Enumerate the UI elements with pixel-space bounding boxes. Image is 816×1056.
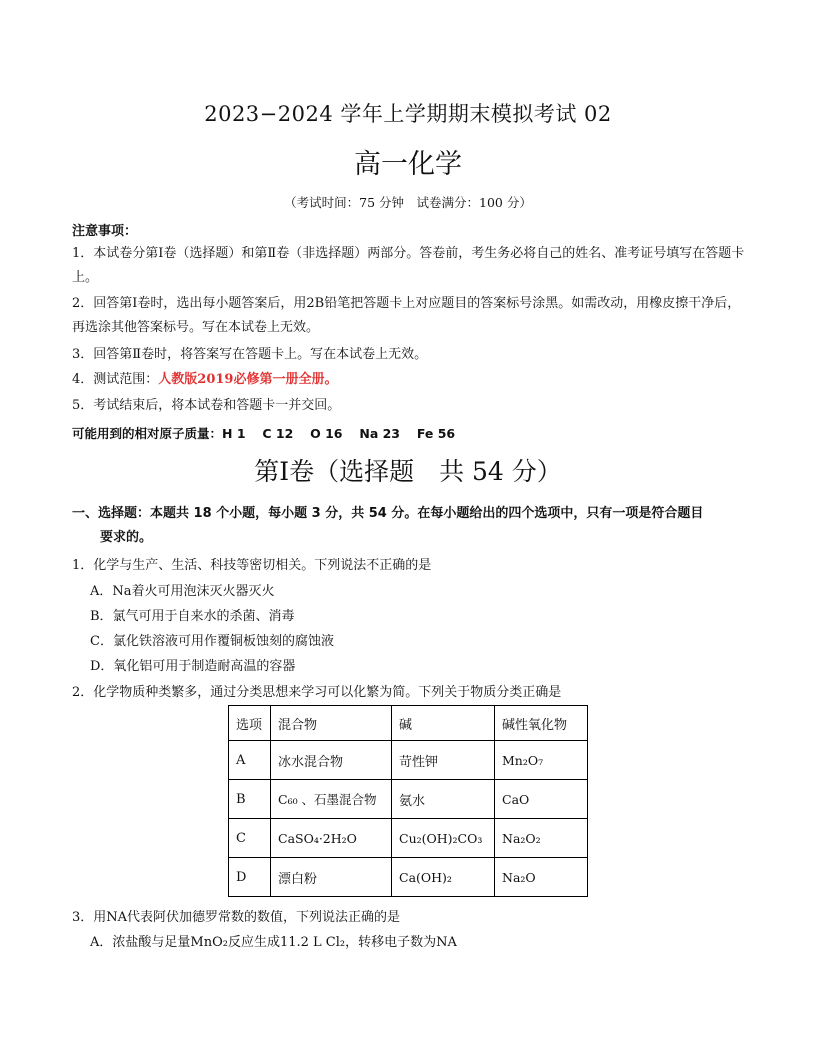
- table-cell: Na₂O₂: [495, 819, 588, 858]
- question-2-stem: 2．化学物质种类繁多，通过分类思想来学习可以化繁为简。下列关于物质分类正确是: [72, 685, 562, 700]
- question-1-option-c: C．氯化铁溶液可用作覆铜板蚀刻的腐蚀液: [90, 634, 334, 649]
- table-row: [229, 741, 588, 780]
- table-cell: 苛性钾: [392, 741, 495, 780]
- note-4: [72, 368, 748, 392]
- table-header-row: [229, 706, 588, 741]
- table-cell: CaSO₄·2H₂O: [271, 819, 392, 858]
- exam-info: （考试时间：75 分钟 试卷满分：100 分）: [284, 195, 532, 210]
- question-1-option-b: B．氯气可用于自来水的杀菌、消毒: [90, 609, 295, 624]
- note-2: 2．回答第Ⅰ卷时，选出每小题答案后，用2B铅笔把答题卡上对应题目的答案标号涂黑。如需改动，用橡皮擦干净后，再选涂其他答案标号。写在本试卷上无效。: [72, 296, 741, 335]
- subject-title: 高一化学: [354, 149, 462, 180]
- section-title: 第Ⅰ卷（选择题 共 54 分）: [254, 457, 562, 486]
- question-1-option-d: D．氧化铝可用于制造耐高温的容器: [90, 659, 296, 674]
- table-row: [229, 819, 588, 858]
- table-cell: Na₂O: [495, 858, 588, 897]
- question-1-option-a: A．Na着火可用泡沫灭火器灭火: [90, 584, 275, 599]
- exam-title: 2023−2024 学年上学期期末模拟考试 02: [204, 102, 612, 126]
- table-cell: Cu₂(OH)₂CO₃: [392, 819, 495, 858]
- test-scope-highlight: 人教版2019必修第一册全册: [158, 372, 325, 387]
- question-3-option-a: A．浓盐酸与足量MnO₂反应生成11.2 L Cl₂，转移电子数为NA: [90, 935, 457, 950]
- note-4-label: 4．测试范围：: [72, 372, 159, 387]
- table-cell: CaO: [495, 780, 588, 819]
- table-cell: A: [229, 741, 271, 780]
- note-3: 3．回答第Ⅱ卷时，将答案写在答题卡上。写在本试卷上无效。: [72, 347, 428, 362]
- table-row: [229, 858, 588, 897]
- table-cell: D: [229, 858, 271, 897]
- part-heading-line2: 要求的。: [100, 530, 153, 545]
- table-header-cell: 混合物: [271, 706, 392, 741]
- table-row: [229, 780, 588, 819]
- table-header-cell: 碱: [392, 706, 495, 741]
- notes-heading: 注意事项：: [72, 224, 138, 239]
- table-cell: Mn₂O₇: [495, 741, 588, 780]
- table-header-cell: 碱性氧化物: [495, 706, 588, 741]
- table-cell: 氨水: [392, 780, 495, 819]
- table-header-cell: 选项: [229, 706, 271, 741]
- table-cell: C₆₀ 、石墨混合物: [271, 780, 392, 819]
- test-scope-end: 。: [324, 372, 338, 387]
- table-cell: 漂白粉: [271, 858, 392, 897]
- question-1-stem: 1．化学与生产、生活、科技等密切相关。下列说法不正确的是: [72, 558, 432, 573]
- note-1: 1．本试卷分第Ⅰ卷（选择题）和第Ⅱ卷（非选择题）两部分。答卷前，考生务必将自己的姓名、准考证号填写在答题卡上。: [72, 246, 745, 285]
- atomic-masses: 可能用到的相对原子质量：H 1 C 12 O 16 Na 23 Fe 56: [72, 426, 456, 441]
- classification-table: [228, 705, 588, 897]
- part-heading: [72, 502, 748, 550]
- question-3-stem: 3．用NA代表阿伏加德罗常数的数值，下列说法正确的是: [72, 910, 401, 925]
- note-5: 5．考试结束后，将本试卷和答题卡一并交回。: [72, 398, 341, 413]
- part-heading-line1: 一、选择题：本题共 18 个小题，每小题 3 分，共 54 分。在每小题给出的四个选项中，只有一项是符合题目: [72, 506, 704, 521]
- table-cell: C: [229, 819, 271, 858]
- table-cell: B: [229, 780, 271, 819]
- table-cell: Ca(OH)₂: [392, 858, 495, 897]
- table-cell: 冰水混合物: [271, 741, 392, 780]
